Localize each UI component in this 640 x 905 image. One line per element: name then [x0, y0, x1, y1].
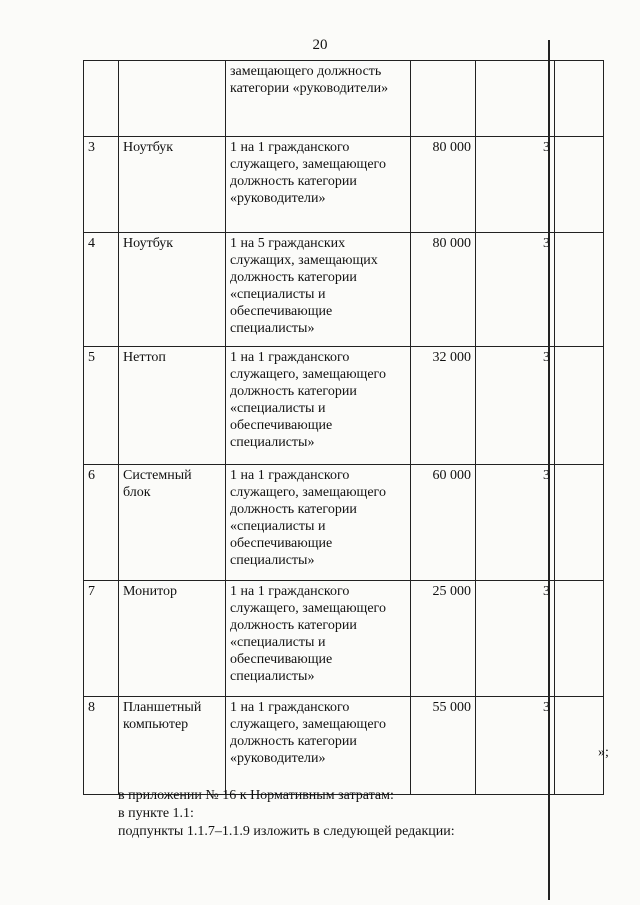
- cell-quantity: 3: [476, 465, 555, 581]
- cell-norm: 1 на 1 гражданского служащего, замещающего должность категории «руководители»: [226, 137, 411, 233]
- table-row: [84, 347, 604, 465]
- cell-price: 55 000: [411, 697, 476, 795]
- cell-name: Ноутбук: [119, 137, 226, 233]
- cell-quantity: 3: [476, 697, 555, 795]
- table-row: [84, 697, 604, 795]
- cell-blank: [555, 137, 604, 233]
- cell-name: Монитор: [119, 581, 226, 697]
- cell-blank: [555, 233, 604, 347]
- cell-name: [119, 61, 226, 137]
- table-row: [84, 581, 604, 697]
- cell-quantity: 3: [476, 137, 555, 233]
- cell-price: 60 000: [411, 465, 476, 581]
- cell-quantity: [476, 61, 555, 137]
- cell-norm: 1 на 1 гражданского служащего, замещающего должность категории «специалисты и обеспечивающие специалисты»: [226, 581, 411, 697]
- cell-number: 5: [84, 347, 119, 465]
- specification-table: [83, 60, 604, 795]
- cell-name: Ноутбук: [119, 233, 226, 347]
- page-number: 20: [312, 37, 328, 53]
- cell-norm: замещающего должность категории «руководители»: [226, 61, 411, 137]
- cell-blank: [555, 347, 604, 465]
- table-row: [84, 137, 604, 233]
- cell-number: [84, 61, 119, 137]
- paragraph: в пункте 1.1:: [118, 806, 194, 821]
- cell-quantity: 3: [476, 581, 555, 697]
- table-row: [84, 465, 604, 581]
- cell-name: Неттоп: [119, 347, 226, 465]
- cell-quantity: 3: [476, 233, 555, 347]
- cell-price: [411, 61, 476, 137]
- cell-name: Системный блок: [119, 465, 226, 581]
- paragraph: подпункты 1.1.7–1.1.9 изложить в следующей редакции:: [118, 824, 455, 839]
- cell-norm: 1 на 1 гражданского служащего, замещающего должность категории «руководители»: [226, 697, 411, 795]
- cell-norm: 1 на 1 гражданского служащего, замещающего должность категории «специалисты и обеспечивающие специалисты»: [226, 465, 411, 581]
- cell-number: 8: [84, 697, 119, 795]
- closing-quote-mark: »;: [598, 745, 609, 760]
- cell-number: 4: [84, 233, 119, 347]
- cell-price: 80 000: [411, 137, 476, 233]
- cell-blank: [555, 61, 604, 137]
- table-row: [84, 233, 604, 347]
- cell-norm: 1 на 5 гражданских служащих, замещающих должность категории «специалисты и обеспечивающие специалисты»: [226, 233, 411, 347]
- cell-price: 80 000: [411, 233, 476, 347]
- cell-number: 6: [84, 465, 119, 581]
- cell-number: 3: [84, 137, 119, 233]
- table-row: [84, 61, 604, 137]
- cell-blank: [555, 697, 604, 795]
- cell-blank: [555, 465, 604, 581]
- cell-quantity: 3: [476, 347, 555, 465]
- cell-blank: [555, 581, 604, 697]
- cell-number: 7: [84, 581, 119, 697]
- cell-norm: 1 на 1 гражданского служащего, замещающего должность категории «специалисты и обеспечивающие специалисты»: [226, 347, 411, 465]
- cell-name: Планшетный компьютер: [119, 697, 226, 795]
- cell-price: 32 000: [411, 347, 476, 465]
- paragraph: в приложении № 16 к Нормативным затратам:: [118, 788, 394, 803]
- cell-price: 25 000: [411, 581, 476, 697]
